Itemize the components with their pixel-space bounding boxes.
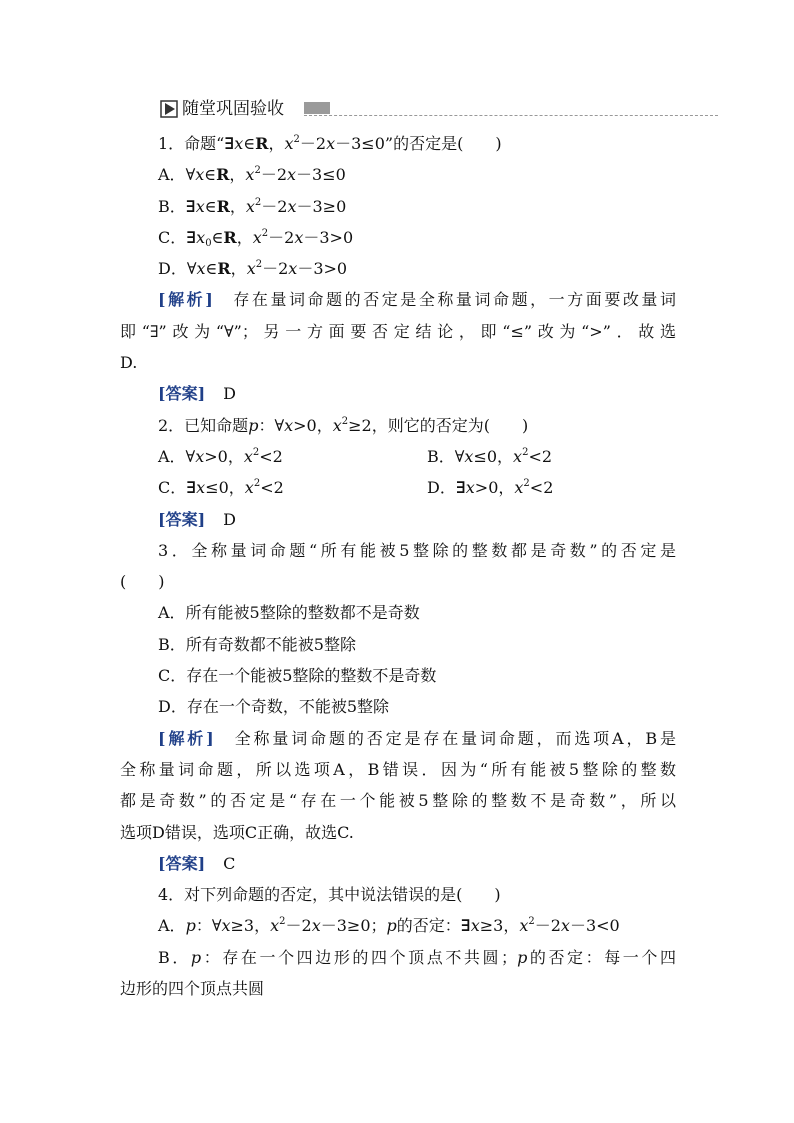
header-decoration (304, 102, 330, 114)
q1-option-d: D．∀x∈R，$x^2-2x-3>0$ (158, 259, 348, 279)
q3-option-c: C．存在一个能被5整除的整数不是奇数 (158, 666, 437, 686)
q1-explanation-2: 即“∃”改为“∀”；另一方面要否定结论，即“≤”改为“>”．故选 (120, 321, 676, 341)
section-header (160, 99, 718, 121)
q3-explanation: [解析] 全称量词命题的否定是存在量词命题，而选项A，B是 (158, 728, 676, 748)
explanation-tag: [解析] (158, 290, 213, 310)
q3-answer: [答案] C (158, 853, 236, 873)
play-arrow-icon (160, 100, 178, 118)
section-title: 随堂巩固验收 (182, 99, 284, 119)
q3-option-b: B．所有奇数都不能被5整除 (158, 634, 356, 654)
q2-options-cd: C．∃x≤0，$x^2<2$ D．∃x>0，$x^2<2$ (158, 478, 554, 498)
answer-tag: [答案] (158, 384, 206, 404)
q1-explanation: [解析] 存在量词命题的否定是全称量词命题，一方面要改量词 (158, 290, 676, 310)
q4-stem: 4．对下列命题的否定，其中说法错误的是( ) (158, 885, 501, 905)
q3-stem: 3．全称量词命题“所有能被5整除的整数都是奇数”的否定是 (158, 540, 676, 560)
q3-explanation-2: 全称量词命题，所以选项A，B错误．因为“所有能被5整除的整数 (120, 759, 676, 779)
q3-option-a: A．所有能被5整除的整数都不是奇数 (158, 603, 420, 623)
q4-option-a: A．p：∀x≥3，$x^2-2x-3\ge 0$；p的否定：∃x≥3，$x^2-2x-3<0$ (158, 916, 620, 936)
q1-answer: [答案] D (158, 384, 236, 404)
q1-option-a: A．∀x∈R，$x^2-2x-3\le 0$ (158, 165, 346, 185)
q2-stem: 2．已知命题p：∀x>0，$x^2\ge 2$，则它的否定为( ) (158, 415, 529, 435)
q1-option-b: B．∃x∈R，$x^2-2x-3\ge 0$ (158, 196, 347, 216)
q1-stem: 1．命题“∃x∈R，$x^2-2x-3\le 0$”的否定是( ) (158, 134, 502, 153)
header-divider (304, 115, 718, 116)
q4-option-b: B．p：存在一个四边形的四个顶点不共圆；p的否定：每一个四 (158, 947, 676, 967)
q1-option-c: C．$\exists x_0\in R$，$x^2-2x-3>0$ (158, 227, 354, 249)
q3-stem-2: ( ) (120, 572, 165, 592)
q2-answer: [答案] D (158, 509, 236, 529)
q2-options-ab: A．∀x>0，$x^2<2$ B．∀x≤0，$x^2<2$ (158, 446, 553, 466)
content (120, 128, 676, 1004)
q3-explanation-3: 都是奇数”的否定是“存在一个能被5整除的整数不是奇数”，所以 (120, 791, 676, 811)
q3-explanation-4: 选项D错误，选项C正确，故选C. (120, 822, 354, 842)
q3-option-d: D．存在一个奇数，不能被5整除 (158, 697, 390, 717)
q4-option-b-2: 边形的四个顶点共圆 (120, 979, 265, 999)
q1-explanation-3: D. (120, 353, 138, 373)
